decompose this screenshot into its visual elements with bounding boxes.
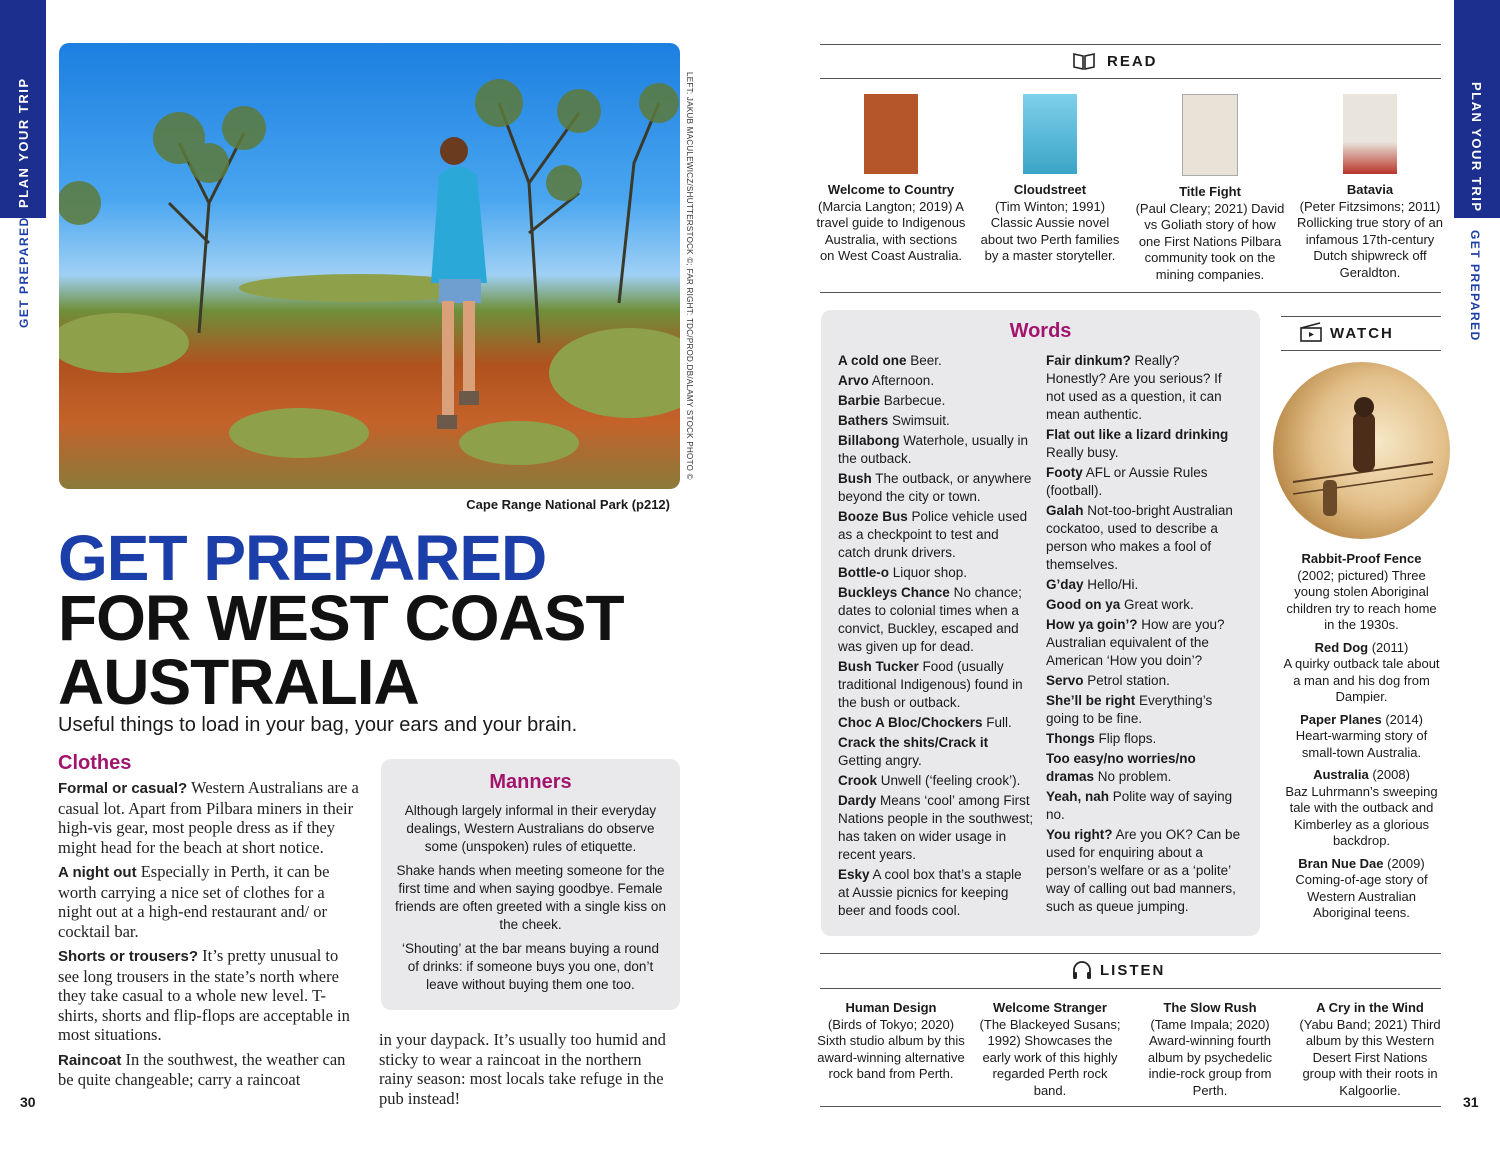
- words-box: [821, 310, 1260, 936]
- book-cover: [1343, 94, 1397, 174]
- glossary-entry: [838, 432, 1034, 468]
- clapperboard-icon: [1300, 322, 1322, 347]
- book-item: [975, 94, 1125, 265]
- glossary-definition: AFL or Aussie Rules (football).: [1046, 465, 1208, 498]
- clothes-item: A night out Especially in Perth, it can be worth carrying a nice set of clothes for a night out at a high-end restaurant and/ or cocktail bar.: [58, 862, 330, 941]
- glossary-definition: Liquor shop.: [889, 565, 968, 580]
- glossary-term: Thongs: [1046, 731, 1095, 746]
- book-title: Welcome to Country: [827, 182, 955, 197]
- book-item: [816, 94, 966, 265]
- glossary-definition: Getting angry.: [838, 753, 922, 768]
- glossary-definition: Polite way of saying no.: [1046, 789, 1233, 822]
- clothes-item: Raincoat In the southwest, the weather can be quite changeable; carry a raincoat: [58, 1049, 346, 1089]
- glossary-definition: No chance; dates to colonial times when a convict, Buckley, escaped and was given up for dead.: [838, 585, 1022, 654]
- watch-top-rule: [1281, 316, 1441, 317]
- glossary-entry: [1046, 788, 1242, 824]
- glossary-definition: Means ‘cool’ among First Nations people in the southwest; has taken on wider usage in recent years.: [838, 793, 1034, 862]
- glossary-term: Billabong: [838, 433, 900, 448]
- glossary-term: Bathers: [838, 413, 889, 428]
- glossary-term: Arvo: [838, 373, 869, 388]
- book-cover: [864, 94, 918, 174]
- hiker-illustration: [59, 43, 680, 489]
- glossary-entry: [1046, 826, 1242, 916]
- glossary-entry: [1046, 576, 1242, 594]
- glossary-term: Good on ya: [1046, 597, 1121, 612]
- side-tab-right: [1454, 0, 1500, 218]
- glossary-definition: Not-too-bright Australian cockatoo, used to describe a person who makes a fool of themselves.: [1046, 503, 1233, 572]
- book-item: [1295, 94, 1445, 281]
- glossary-definition: The outback, or anywhere beyond the city or town.: [838, 471, 1032, 504]
- page-subtitle: Useful things to load in your bag, your ears and your brain.: [58, 714, 578, 736]
- glossary-entry: [838, 714, 1034, 732]
- glossary-definition: Waterhole, usually in the outback.: [838, 433, 1029, 466]
- glossary-definition: Petrol station.: [1083, 673, 1170, 688]
- glossary-definition: Swimsuit.: [888, 413, 950, 428]
- words-column-1: [838, 352, 1034, 922]
- listen-item: A Cry in the Wind (Yabu Band; 2021) Third album by this Western Desert First Nations group with their roots in Kalgoorlie.: [1299, 1000, 1441, 1098]
- glossary-definition: Afternoon.: [868, 373, 935, 388]
- glossary-definition: Great work.: [1120, 597, 1194, 612]
- glossary-entry: [838, 372, 1034, 390]
- glossary-definition: Are you OK? Can be used for enquiring about a person’s welfare or as a ‘polite’ way of calling out bad manners, such as queue jumping.: [1046, 827, 1241, 914]
- glossary-entry: [1046, 502, 1242, 574]
- glossary-entry: [1046, 426, 1242, 462]
- glossary-term: Galah: [1046, 503, 1084, 518]
- watch-list: [1283, 551, 1440, 928]
- glossary-entry: [1046, 464, 1242, 500]
- glossary-definition: No problem.: [1094, 769, 1172, 784]
- page-number-left: 30: [20, 1094, 36, 1110]
- hero-photo: [59, 43, 680, 489]
- page-number-right: 31: [1463, 1094, 1479, 1110]
- page-title-line1: GET PREPARED: [58, 522, 547, 594]
- glossary-entry: [838, 392, 1034, 410]
- book-cover: [1182, 94, 1238, 176]
- glossary-term: Flat out like a lizard drinking: [1046, 427, 1229, 442]
- glossary-term: How ya goin’?: [1046, 617, 1138, 632]
- watch-item: Bran Nue Dae (2009) Coming-of-age story of Western Australian Aboriginal teens.: [1295, 855, 1428, 920]
- read-top-rule: [820, 44, 1441, 45]
- glossary-definition: Beer.: [906, 353, 942, 368]
- glossary-term: You right?: [1046, 827, 1113, 842]
- glossary-term: Bottle-o: [838, 565, 889, 580]
- film-still-image: [1273, 362, 1450, 539]
- book-description: (Paul Cleary; 2021) David vs Goliath story of how one First Nations Pilbara community took on the mining companies.: [1135, 200, 1285, 282]
- watch-header-rule: [1281, 350, 1441, 351]
- clothes-column-2: in your daypack. It’s usually too humid and sticky to wear a raincoat in the northern rainy season: most locals take refuge in the pub instead!: [379, 1030, 666, 1108]
- glossary-definition: Food (usually traditional Indigenous) found in the bush or outback.: [838, 659, 1023, 710]
- book-title: Batavia: [1346, 182, 1394, 197]
- watch-label: WATCH: [1330, 325, 1394, 342]
- manners-paragraph: Shake hands when meeting someone for the first time and when saying goodbye. Female friends are often greeted with a single kiss on the cheek.: [395, 863, 666, 932]
- glossary-term: Fair dinkum?: [1046, 353, 1131, 368]
- read-label: READ: [1107, 53, 1158, 70]
- listen-top-rule: [820, 953, 1441, 954]
- book-item: [1135, 94, 1285, 283]
- glossary-definition: How are you? Australian equivalent of the American ‘How you doin’?: [1046, 617, 1225, 668]
- glossary-definition: Unwell (‘feeling crook’).: [877, 773, 1021, 788]
- glossary-term: Barbie: [838, 393, 881, 408]
- glossary-definition: Hello/Hi.: [1083, 577, 1139, 592]
- side-label-right: GET PREPARED: [1468, 230, 1482, 342]
- glossary-term: Crook: [838, 773, 878, 788]
- glossary-definition: Really busy.: [1046, 445, 1119, 460]
- glossary-term: Servo: [1046, 673, 1084, 688]
- clothes-item: Shorts or trousers? It’s pretty unusual to see long trousers in the state’s north where they take casual to a whole new level. T-shirts, shorts and flip-flops are acceptable in most situations.: [58, 946, 350, 1044]
- watch-item: Paper Planes (2014) Heart-warming story of small-town Australia.: [1295, 711, 1428, 760]
- watch-item: Australia (2008) Baz Luhrmann’s sweeping tale with the outback and Kimberley as a glorious backdrop.: [1285, 767, 1438, 848]
- glossary-entry: [1046, 616, 1242, 670]
- glossary-term: Dardy: [838, 793, 877, 808]
- glossary-term: Too easy/no worries/no dramas: [1046, 751, 1196, 784]
- glossary-entry: [838, 866, 1034, 920]
- read-header-rule: [820, 78, 1441, 79]
- page-title-line2: FOR WEST COAST AUSTRALIA: [58, 582, 624, 718]
- manners-heading: Manners: [489, 771, 572, 793]
- side-tab-left: [0, 0, 46, 218]
- headphones-icon: [1071, 960, 1093, 985]
- glossary-term: Bush: [838, 471, 872, 486]
- read-bottom-rule: [820, 292, 1441, 293]
- watch-item: Red Dog (2011) A quirky outback tale about a man and his dog from Dampier.: [1283, 639, 1440, 704]
- glossary-term: Footy: [1046, 465, 1083, 480]
- watch-item: Rabbit-Proof Fence (2002; pictured) Three young stolen Aboriginal children try to reach home in the 1930s.: [1286, 551, 1437, 632]
- glossary-term: Crack the shits/Crack it: [838, 735, 989, 750]
- glossary-term: Booze Bus: [838, 509, 908, 524]
- glossary-definition: A cool box that’s a staple at Aussie picnics for keeping beer and foods cool.: [838, 867, 1022, 918]
- glossary-term: Buckleys Chance: [838, 585, 950, 600]
- glossary-definition: Police vehicle used as a checkpoint to test and catch drunk drivers.: [838, 509, 1028, 560]
- glossary-entry: [838, 564, 1034, 582]
- glossary-definition: Barbecue.: [880, 393, 946, 408]
- listen-item: The Slow Rush (Tame Impala; 2020) Award-winning fourth album by psychedelic indie-rock group from Perth.: [1147, 1000, 1273, 1098]
- glossary-term: G’day: [1046, 577, 1084, 592]
- listen-item: Welcome Stranger (The Blackeyed Susans; 1992) Showcases the early work of this highly regarded Perth rock band.: [979, 1000, 1121, 1098]
- glossary-term: She’ll be right: [1046, 693, 1136, 708]
- clothes-heading: Clothes: [58, 752, 132, 774]
- book-title: Title Fight: [1179, 184, 1241, 199]
- glossary-term: A cold one: [838, 353, 907, 368]
- glossary-term: Bush Tucker: [838, 659, 919, 674]
- glossary-definition: Everything’s going to be fine.: [1046, 693, 1213, 726]
- glossary-entry: [838, 584, 1034, 656]
- glossary-entry: [838, 508, 1034, 562]
- book-description: (Marcia Langton; 2019) A travel guide to Indigenous Australia, with sections on West Coast Australia.: [816, 198, 966, 263]
- glossary-term: Esky: [838, 867, 870, 882]
- words-heading: Words: [1009, 320, 1072, 342]
- glossary-entry: [1046, 750, 1242, 786]
- glossary-entry: [1046, 352, 1242, 424]
- manners-paragraph: Although largely informal in their everyday dealings, Western Australians do observe some (unspoken) rules of etiquette.: [404, 803, 657, 854]
- book-description: (Peter Fitzsimons; 2011) Rollicking true story of an infamous 17th-century Dutch shipwreck off Geraldton.: [1297, 198, 1443, 280]
- glossary-definition: Really? Honestly? Are you serious? If not used as a question, it can mean authentic.: [1046, 353, 1222, 422]
- glossary-entry: [838, 470, 1034, 506]
- glossary-term: Choc A Bloc/Chockers: [838, 715, 983, 730]
- listen-bottom-rule: [820, 1106, 1441, 1107]
- photo-credit: LEFT: JAKUB MACULEWICZ/SHUTTERSTOCK ©; FAR RIGHT: TDC/PROD.DB/ALAMY STOCK PHOTO ©: [685, 72, 694, 480]
- side-label-left: GET PREPARED: [17, 216, 31, 328]
- side-tab-left-text: PLAN YOUR TRIP: [16, 77, 31, 208]
- glossary-entry: [838, 734, 1034, 770]
- clothes-item: Formal or casual? Western Australians are a casual lot. Apart from Pilbara miners in their high-vis gear, most people dress as if they might head for the beach at short notice.: [58, 778, 359, 857]
- glossary-definition: Flip flops.: [1094, 731, 1157, 746]
- book-icon: [1073, 51, 1095, 76]
- clothes-column-1: [58, 778, 360, 1095]
- glossary-term: Yeah, nah: [1046, 789, 1110, 804]
- book-description: (Tim Winton; 1991) Classic Aussie novel about two Perth families by a master storyteller.: [980, 198, 1120, 263]
- glossary-entry: [1046, 672, 1242, 690]
- book-title: Cloudstreet: [1013, 182, 1087, 197]
- book-cover: [1023, 94, 1077, 174]
- glossary-entry: [838, 772, 1034, 790]
- listen-label: LISTEN: [1100, 962, 1166, 979]
- manners-box: [381, 759, 680, 1010]
- photo-caption: Cape Range National Park (p212): [466, 497, 670, 512]
- glossary-definition: Full.: [982, 715, 1012, 730]
- listen-header-rule: [820, 988, 1441, 989]
- glossary-entry: [838, 352, 1034, 370]
- manners-paragraph: ‘Shouting’ at the bar means buying a round of drinks: if someone buys you one, don’t leave without buying them one too.: [402, 941, 659, 992]
- words-column-2: [1046, 352, 1242, 918]
- listen-item: Human Design (Birds of Tokyo; 2020) Sixth studio album by this award-winning alternative rock band from Perth.: [817, 1000, 965, 1081]
- glossary-entry: [1046, 596, 1242, 614]
- side-tab-right-text: PLAN YOUR TRIP: [1469, 82, 1484, 213]
- glossary-entry: [838, 792, 1034, 864]
- glossary-entry: [1046, 692, 1242, 728]
- glossary-entry: [838, 658, 1034, 712]
- glossary-entry: [838, 412, 1034, 430]
- glossary-entry: [1046, 730, 1242, 748]
